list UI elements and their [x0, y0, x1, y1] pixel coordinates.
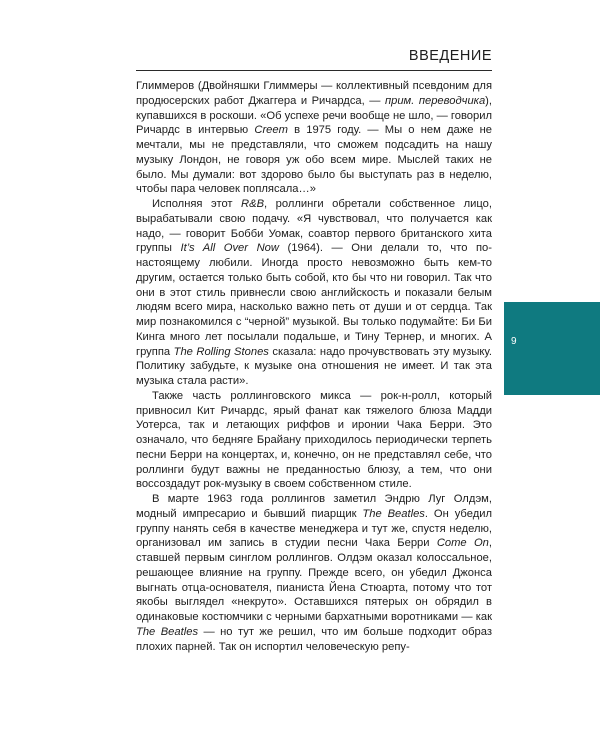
- text-run: , ставшей первым синглом роллингов. Олдэм оказал колоссальное, решающее влияние на группу. Прежде всего, он убедил Джонса выгнать отца-основателя, пианиста Йена Стюарта, потому что тот якобы выглядел «некруто». Оставшихся пятерых он обрядил в одинаковые костюмчики с черными бархатными воротниками — как: [136, 537, 492, 623]
- italic-run: The Rolling Stones: [173, 345, 269, 358]
- italic-run: The Beatles: [136, 625, 199, 638]
- italic-run: Come On: [436, 537, 489, 550]
- italic-run: It’s All Over Now: [180, 242, 279, 255]
- paragraph-3: [136, 389, 492, 492]
- italic-run: Creem: [254, 124, 288, 137]
- page-number: 9: [511, 336, 517, 347]
- paragraph-4: [136, 492, 492, 654]
- text-run: — но тут же решил, что им больше подходит образ плохих парней. Так он испортил человеческую репу-: [136, 625, 493, 653]
- text-run: , роллинги обретали собственное лицо, вырабатывали свою подачу. «Я чувствовал, что получается как надо, — говорит Бобби Уомак, соавтор первого британского хита группы: [136, 198, 492, 255]
- italic-run: прим. переводчика: [384, 94, 486, 107]
- thumb-index-tab: [504, 302, 600, 395]
- text-run: . Он убедил группу нанять себя в качестве менеджера и тут же, спустя неделю, организовал им запись в студии песни Чака Берри: [136, 507, 492, 550]
- body-text: [136, 79, 492, 654]
- running-head: ВВЕДЕНИЕ: [408, 48, 492, 64]
- text-run: Глиммеров (Двойняшки Глиммеры — коллективный псевдоним для продюсерских работ Джаггера и Ричардса, —: [136, 80, 492, 107]
- text-run: ), купавшихся в роскоши. «Об успехе речи вообще не шло, — говорил Ричардс в интервью: [136, 94, 493, 137]
- text-run: в 1975 году. — Мы о нем даже не мечтали, мы не представляли, что сможем подсадить на нашу музыку Лондон, не говоря уж обо всем мире. Мыслей таких не было. Мы думали: вот здорово было бы выступать раз в неделю, чтобы пара человек поплясала…»: [136, 124, 492, 196]
- text-run: Исполняя этот: [152, 198, 242, 210]
- text-run: сказала: надо прочувствовать эту музыку. Политику забудьте, к музыке она отношения не имеет. И так эта музыка стала расти».: [136, 345, 492, 387]
- text-run: В марте 1963 года роллингов заметил Эндрю Луг Олдэм, модный импресарио и бывший пиарщик: [136, 493, 492, 520]
- text-run: (1964). — Они делали то, что по-настоящему любили. Иногда просто невозможно быть кем-то другим, остается только быть собой, кто бы что ни говорил. Так что они в этот стиль привнесли свою английскость и показали белым людям всего мира, насколько важно петь от души и от сердца. Так мир познакомился с “черной” музыкой. Вы только подумайте: Би Би Кинга много лет посылали подальше, и Тину Тернер, и многих. А группа: [136, 242, 492, 358]
- header-rule: [136, 70, 492, 71]
- italic-run: The Beatles: [362, 507, 425, 520]
- paragraph-2: [136, 197, 492, 389]
- italic-run: R&B: [241, 198, 265, 210]
- paragraph-1: [136, 79, 492, 197]
- text-run: Также часть роллинговского микса — рок-н-ролл, который привносил Кит Ричардс, ярый фанат как тяжелого блюза Мадди Уотерса, так и летающих риффов и иронии Чака Берри. Это означало, что бедняге Брайану приходилось периодически терпеть песни Берри на концертах, и, конечно, он не представлял себе, что роллинги будут важны не преданностью блюзу, а тем, что они воссоздадут рок-музыку в своем собственном стиле.: [136, 389, 492, 491]
